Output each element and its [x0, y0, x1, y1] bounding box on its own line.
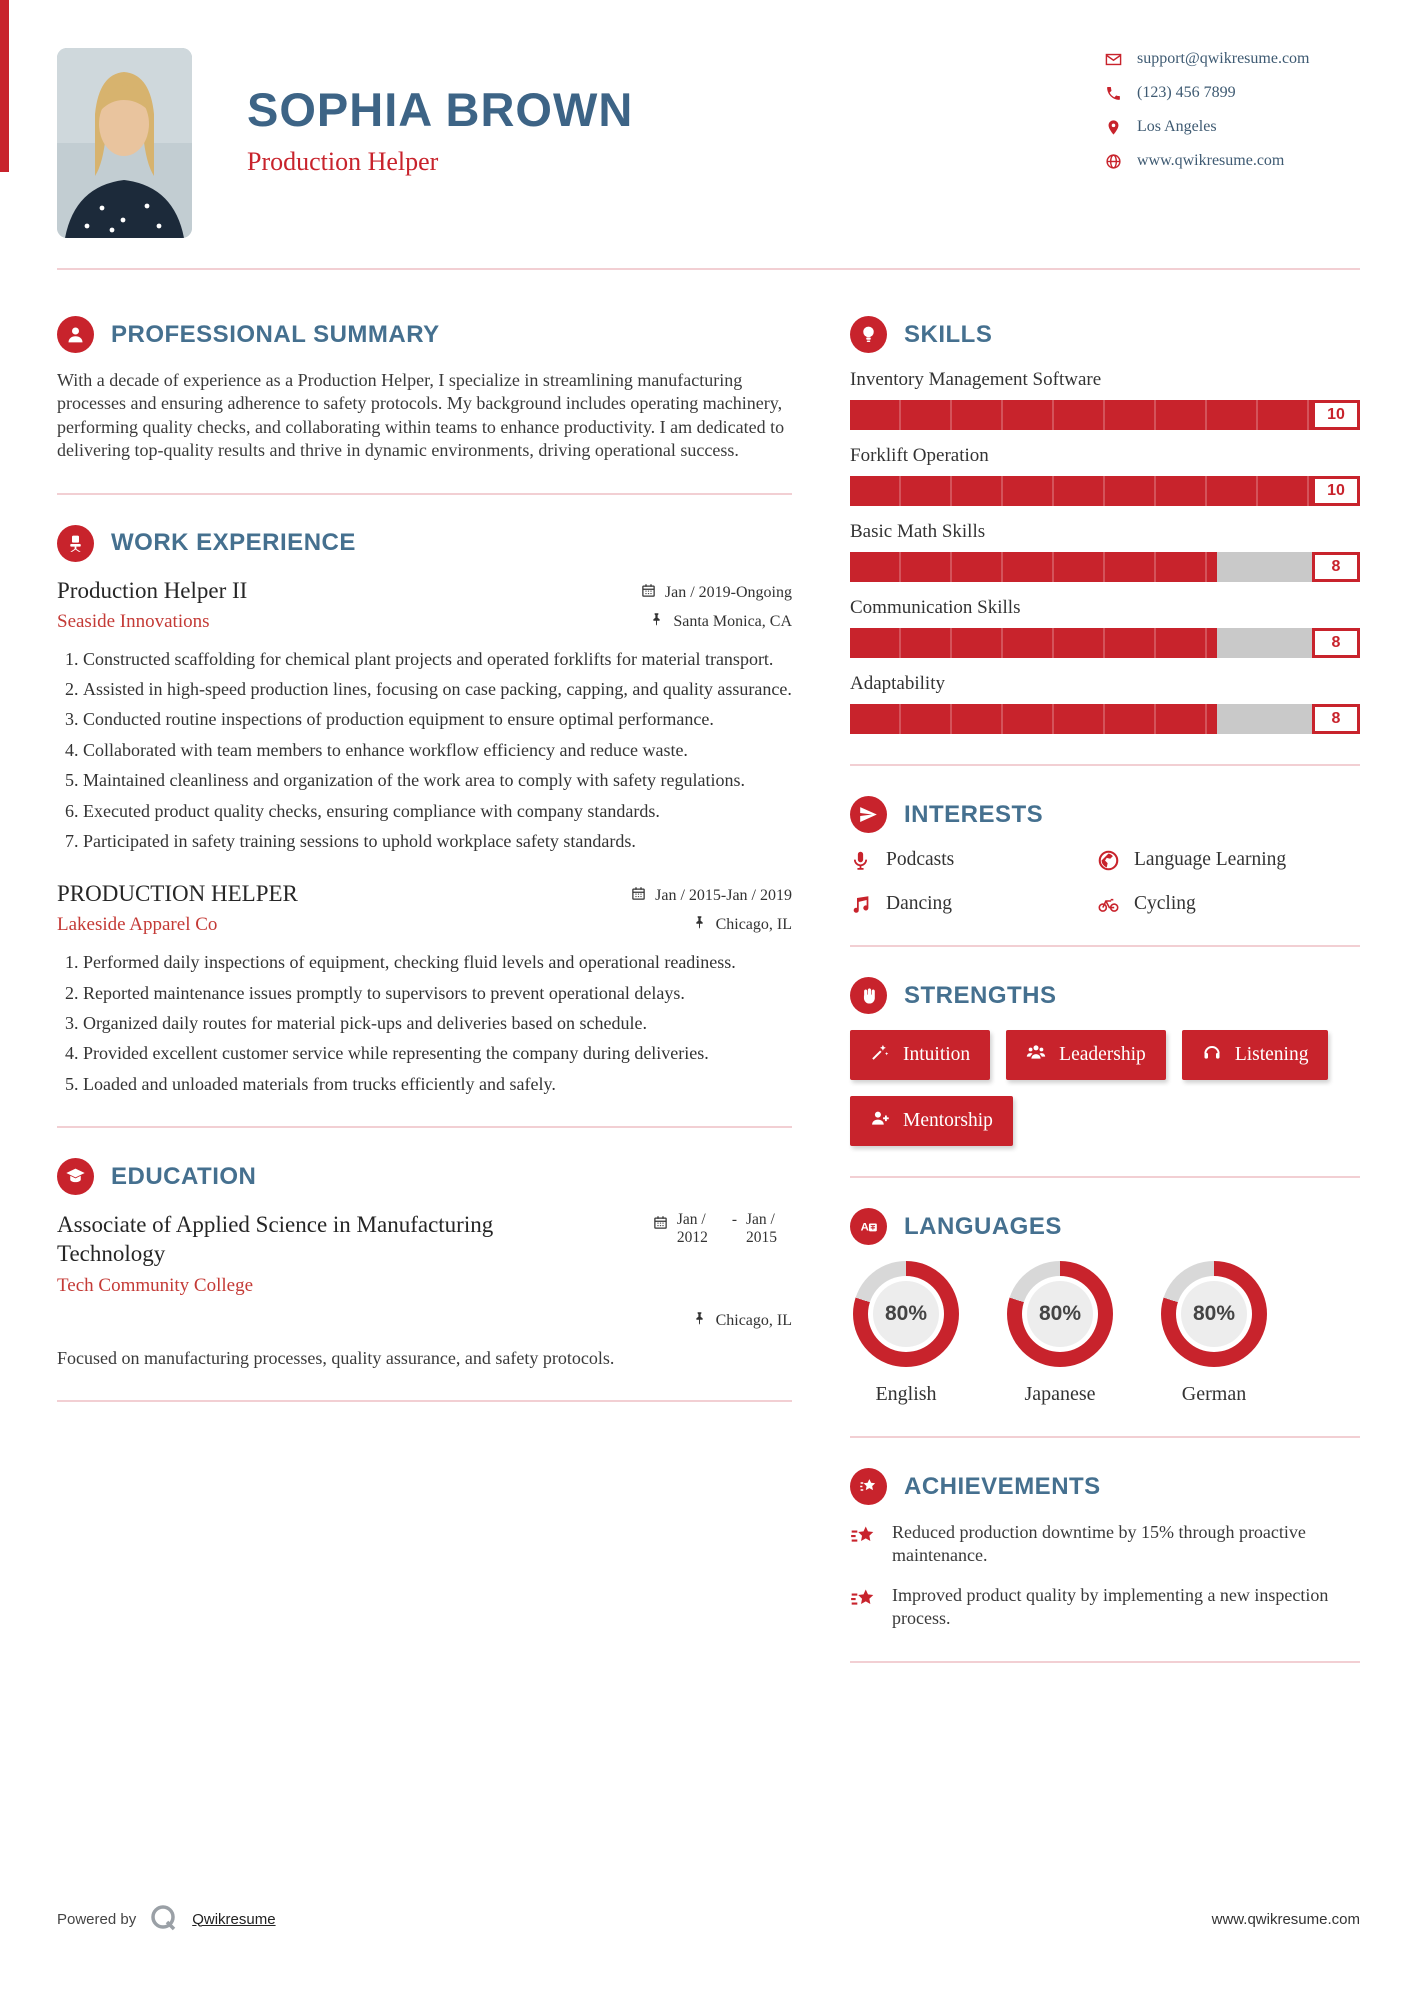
job-location-text: Santa Monica, CA [673, 612, 792, 630]
section-title-interests: INTERESTS [904, 800, 1044, 828]
map-marker-icon [1105, 119, 1122, 136]
skill-bar-fill [850, 628, 1217, 658]
achievements-heading [850, 1468, 1360, 1505]
job-bullet: 5. Maintained cleanliness and organization of the work area to comply with safety regulations. [83, 769, 792, 792]
headline-job-title: Production Helper [247, 147, 439, 176]
skill-value: 10 [1312, 400, 1360, 430]
envelope-icon [1105, 51, 1122, 68]
globe-icon [1105, 153, 1122, 170]
skill-value: 10 [1312, 476, 1360, 506]
section-title-strengths: STRENGTHS [904, 981, 1057, 1009]
job-bullet: 2. Assisted in high-speed production lines, focusing on case packing, capping, and quality assurance. [83, 678, 792, 701]
job-entry [57, 881, 792, 1096]
strength-badge [850, 1096, 1013, 1146]
skill-label: Basic Math Skills [850, 521, 986, 542]
globe-icon [1098, 850, 1119, 871]
achievement-item [850, 1521, 1360, 1568]
education-date-end: Jan / 2015 [746, 1211, 777, 1247]
interest-label: Language Learning [1134, 849, 1287, 870]
header [0, 0, 1407, 238]
page-edge-accent [0, 0, 9, 172]
skill-item [850, 445, 1360, 506]
section-divider [850, 764, 1360, 766]
powered-by-label: Powered by [57, 1910, 137, 1928]
qwikresume-logo-icon [148, 1903, 180, 1935]
contact-block [1105, 48, 1360, 170]
calendar-icon [653, 1211, 668, 1235]
school-name: Tech Community College [57, 1274, 254, 1296]
profile-photo [57, 48, 192, 238]
interest-label: Dancing [886, 893, 953, 914]
footer [57, 1903, 1360, 1935]
pushpin-icon [692, 1311, 707, 1331]
language-label: Japanese [1024, 1383, 1096, 1405]
section-title-work: WORK EXPERIENCE [111, 529, 356, 557]
language-label: English [875, 1383, 937, 1405]
skill-value: 8 [1312, 704, 1360, 734]
strength-list [850, 1030, 1360, 1146]
section-title-achievements: ACHIEVEMENTS [904, 1472, 1101, 1500]
section-title-education: EDUCATION [111, 1162, 257, 1190]
job-title: Production Helper II [57, 577, 248, 603]
graduation-cap-icon [57, 1158, 94, 1195]
section-divider [850, 945, 1360, 947]
interest-item [1098, 849, 1360, 871]
language-donut-chart [853, 1261, 959, 1367]
strength-label: Intuition [903, 1044, 971, 1065]
skill-bar [850, 400, 1360, 430]
job-company: Seaside Innovations [57, 610, 210, 632]
skill-bar [850, 476, 1360, 506]
achievement-item [850, 1584, 1360, 1631]
job-date [641, 583, 792, 603]
office-chair-icon [57, 525, 94, 562]
education-heading [57, 1158, 792, 1195]
skill-item [850, 597, 1360, 658]
job-date-text: Jan / 2019-Ongoing [664, 583, 792, 601]
language-donut-chart [1161, 1261, 1267, 1367]
pushpin-icon [649, 612, 664, 632]
job-bullet: 4. Provided excellent customer service while representing the company during deliveries. [83, 1042, 792, 1065]
contact-phone-text: (123) 456 7899 [1137, 84, 1236, 101]
job-bullet: 3. Conducted routine inspections of production equipment to ensure optimal performance. [83, 708, 792, 731]
skill-bar-fill [850, 476, 1360, 506]
qwikresume-link[interactable]: Qwikresume [192, 1910, 276, 1928]
language-percent: 80% [1027, 1281, 1093, 1347]
job-entry [57, 578, 792, 854]
summary-text: With a decade of experience as a Production Helper, I specialize in streamlining manufacturing processes and ensuring adherence to safety protocols. My background includes operating machinery, performing quality checks, and collaborating within teams to enhance productivity. I am dedicated to delivering top-quality results and thrive in dynamic environments, driving operational success. [57, 370, 785, 461]
section-divider [57, 1400, 792, 1402]
calendar-icon [631, 886, 646, 906]
skill-label: Forklift Operation [850, 445, 989, 466]
contact-location [1105, 118, 1360, 136]
job-bullet: 7. Participated in safety training sessions to uphold workplace safety standards. [83, 830, 792, 853]
contact-phone [1105, 84, 1360, 102]
strength-label: Listening [1234, 1044, 1309, 1065]
job-date [631, 886, 792, 906]
job-bullet: 1. Constructed scaffolding for chemical plant projects and operated forklifts for material transport. [83, 648, 792, 671]
job-bullet: 1. Performed daily inspections of equipment, checking fluid levels and operational readiness. [83, 951, 792, 974]
job-date-text: Jan / 2015-Jan / 2019 [655, 887, 792, 905]
strength-badge [1006, 1030, 1166, 1080]
contact-email [1105, 50, 1360, 68]
skill-value: 8 [1312, 552, 1360, 582]
skill-label: Adaptability [850, 673, 945, 694]
contact-email-text: support@qwikresume.com [1137, 50, 1310, 67]
skill-bar-fill [850, 552, 1217, 582]
job-bullet: 4. Collaborated with team members to enhance workflow efficiency and reduce waste. [83, 739, 792, 762]
page-title: SOPHIA BROWN [247, 83, 634, 136]
skill-bar [850, 704, 1360, 734]
footer-website: www.qwikresume.com [1211, 1910, 1360, 1928]
interest-label: Podcasts [886, 849, 955, 870]
interest-item [850, 849, 1098, 871]
lightbulb-icon [850, 316, 887, 353]
section-divider [57, 1126, 792, 1128]
microphone-icon [850, 850, 871, 871]
section-title-skills: SKILLS [904, 320, 993, 348]
interest-label: Cycling [1134, 893, 1196, 914]
section-divider [850, 1661, 1360, 1663]
section-title-summary: PROFESSIONAL SUMMARY [111, 320, 440, 348]
job-location [649, 612, 792, 632]
education-location-text: Chicago, IL [715, 1311, 792, 1329]
user-icon [57, 316, 94, 353]
bicycle-icon [1098, 894, 1119, 915]
skill-item [850, 673, 1360, 734]
job-bullet-list [57, 951, 792, 1096]
job-company: Lakeside Apparel Co [57, 914, 218, 936]
languages-heading [850, 1208, 1360, 1245]
skill-bar-fill [850, 400, 1360, 430]
summary-heading [57, 316, 792, 353]
achievement-text: Improved product quality by implementing a new inspection process. [892, 1584, 1329, 1629]
strengths-heading [850, 977, 1360, 1014]
magic-wand-icon [870, 1042, 890, 1068]
education-date-separator: - [731, 1211, 737, 1229]
language-item [1158, 1261, 1270, 1406]
section-divider [850, 1436, 1360, 1438]
phone-icon [1105, 85, 1122, 102]
strength-label: Mentorship [903, 1110, 993, 1131]
headphones-icon [1202, 1042, 1222, 1068]
fist-icon [850, 977, 887, 1014]
section-divider [850, 1176, 1360, 1178]
skill-bar [850, 628, 1360, 658]
section-title-languages: LANGUAGES [904, 1212, 1062, 1240]
users-icon [1026, 1042, 1046, 1068]
skill-label: Inventory Management Software [850, 369, 1102, 390]
calendar-icon [641, 583, 656, 603]
star-medal-icon [850, 1468, 887, 1505]
job-bullet-list [57, 648, 792, 854]
job-bullet: 3. Organized daily routes for material pick-ups and deliveries based on schedule. [83, 1012, 792, 1035]
education-location [692, 1311, 792, 1331]
job-title: PRODUCTION HELPER [57, 881, 298, 907]
skills-heading [850, 316, 1360, 353]
job-location-text: Chicago, IL [715, 916, 792, 934]
contact-website-text: www.qwikresume.com [1137, 152, 1285, 169]
skill-bar [850, 552, 1360, 582]
language-label: German [1181, 1383, 1247, 1405]
language-item [1004, 1261, 1116, 1406]
job-bullet: 6. Executed product quality checks, ensuring compliance with company standards. [83, 800, 792, 823]
education-entry [57, 1211, 792, 1370]
skill-item [850, 521, 1360, 582]
shooting-star-icon [850, 1522, 877, 1568]
contact-website [1105, 152, 1360, 170]
interest-item [850, 893, 1098, 915]
language-item [850, 1261, 962, 1406]
strength-label: Leadership [1059, 1044, 1146, 1065]
job-bullet: 2. Reported maintenance issues promptly to supervisors to prevent operational delays. [83, 982, 792, 1005]
svg-text:A: A [860, 1221, 869, 1234]
translate-icon [850, 1208, 887, 1245]
work-heading [57, 525, 792, 562]
language-list [850, 1261, 1360, 1406]
education-date-start: Jan / 2012 [676, 1211, 708, 1247]
pushpin-icon [692, 915, 707, 935]
interest-list [850, 849, 1360, 915]
language-donut-chart [1007, 1261, 1113, 1367]
strength-badge [1182, 1030, 1329, 1080]
shooting-star-icon [850, 1585, 877, 1631]
skill-item [850, 369, 1360, 430]
interests-heading [850, 796, 1360, 833]
education-date [653, 1211, 792, 1269]
language-percent: 80% [1181, 1281, 1247, 1347]
achievement-text: Reduced production downtime by 15% through proactive maintenance. [892, 1522, 1306, 1566]
education-description: Focused on manufacturing processes, quality assurance, and safety protocols. [57, 1347, 615, 1368]
music-note-icon [850, 894, 871, 915]
language-percent: 80% [873, 1281, 939, 1347]
skill-label: Communication Skills [850, 597, 1021, 618]
section-divider [57, 493, 792, 495]
contact-location-text: Los Angeles [1137, 118, 1217, 135]
degree-title: Associate of Applied Science in Manufacturing Technology [57, 1212, 494, 1266]
strength-badge [850, 1030, 990, 1080]
skill-value: 8 [1312, 628, 1360, 658]
paper-plane-icon [850, 796, 887, 833]
job-location [692, 915, 792, 935]
job-bullet: 5. Loaded and unloaded materials from trucks efficiently and safely. [83, 1073, 792, 1096]
interest-item [1098, 893, 1360, 915]
user-plus-icon [870, 1108, 890, 1134]
skill-bar-fill [850, 704, 1217, 734]
